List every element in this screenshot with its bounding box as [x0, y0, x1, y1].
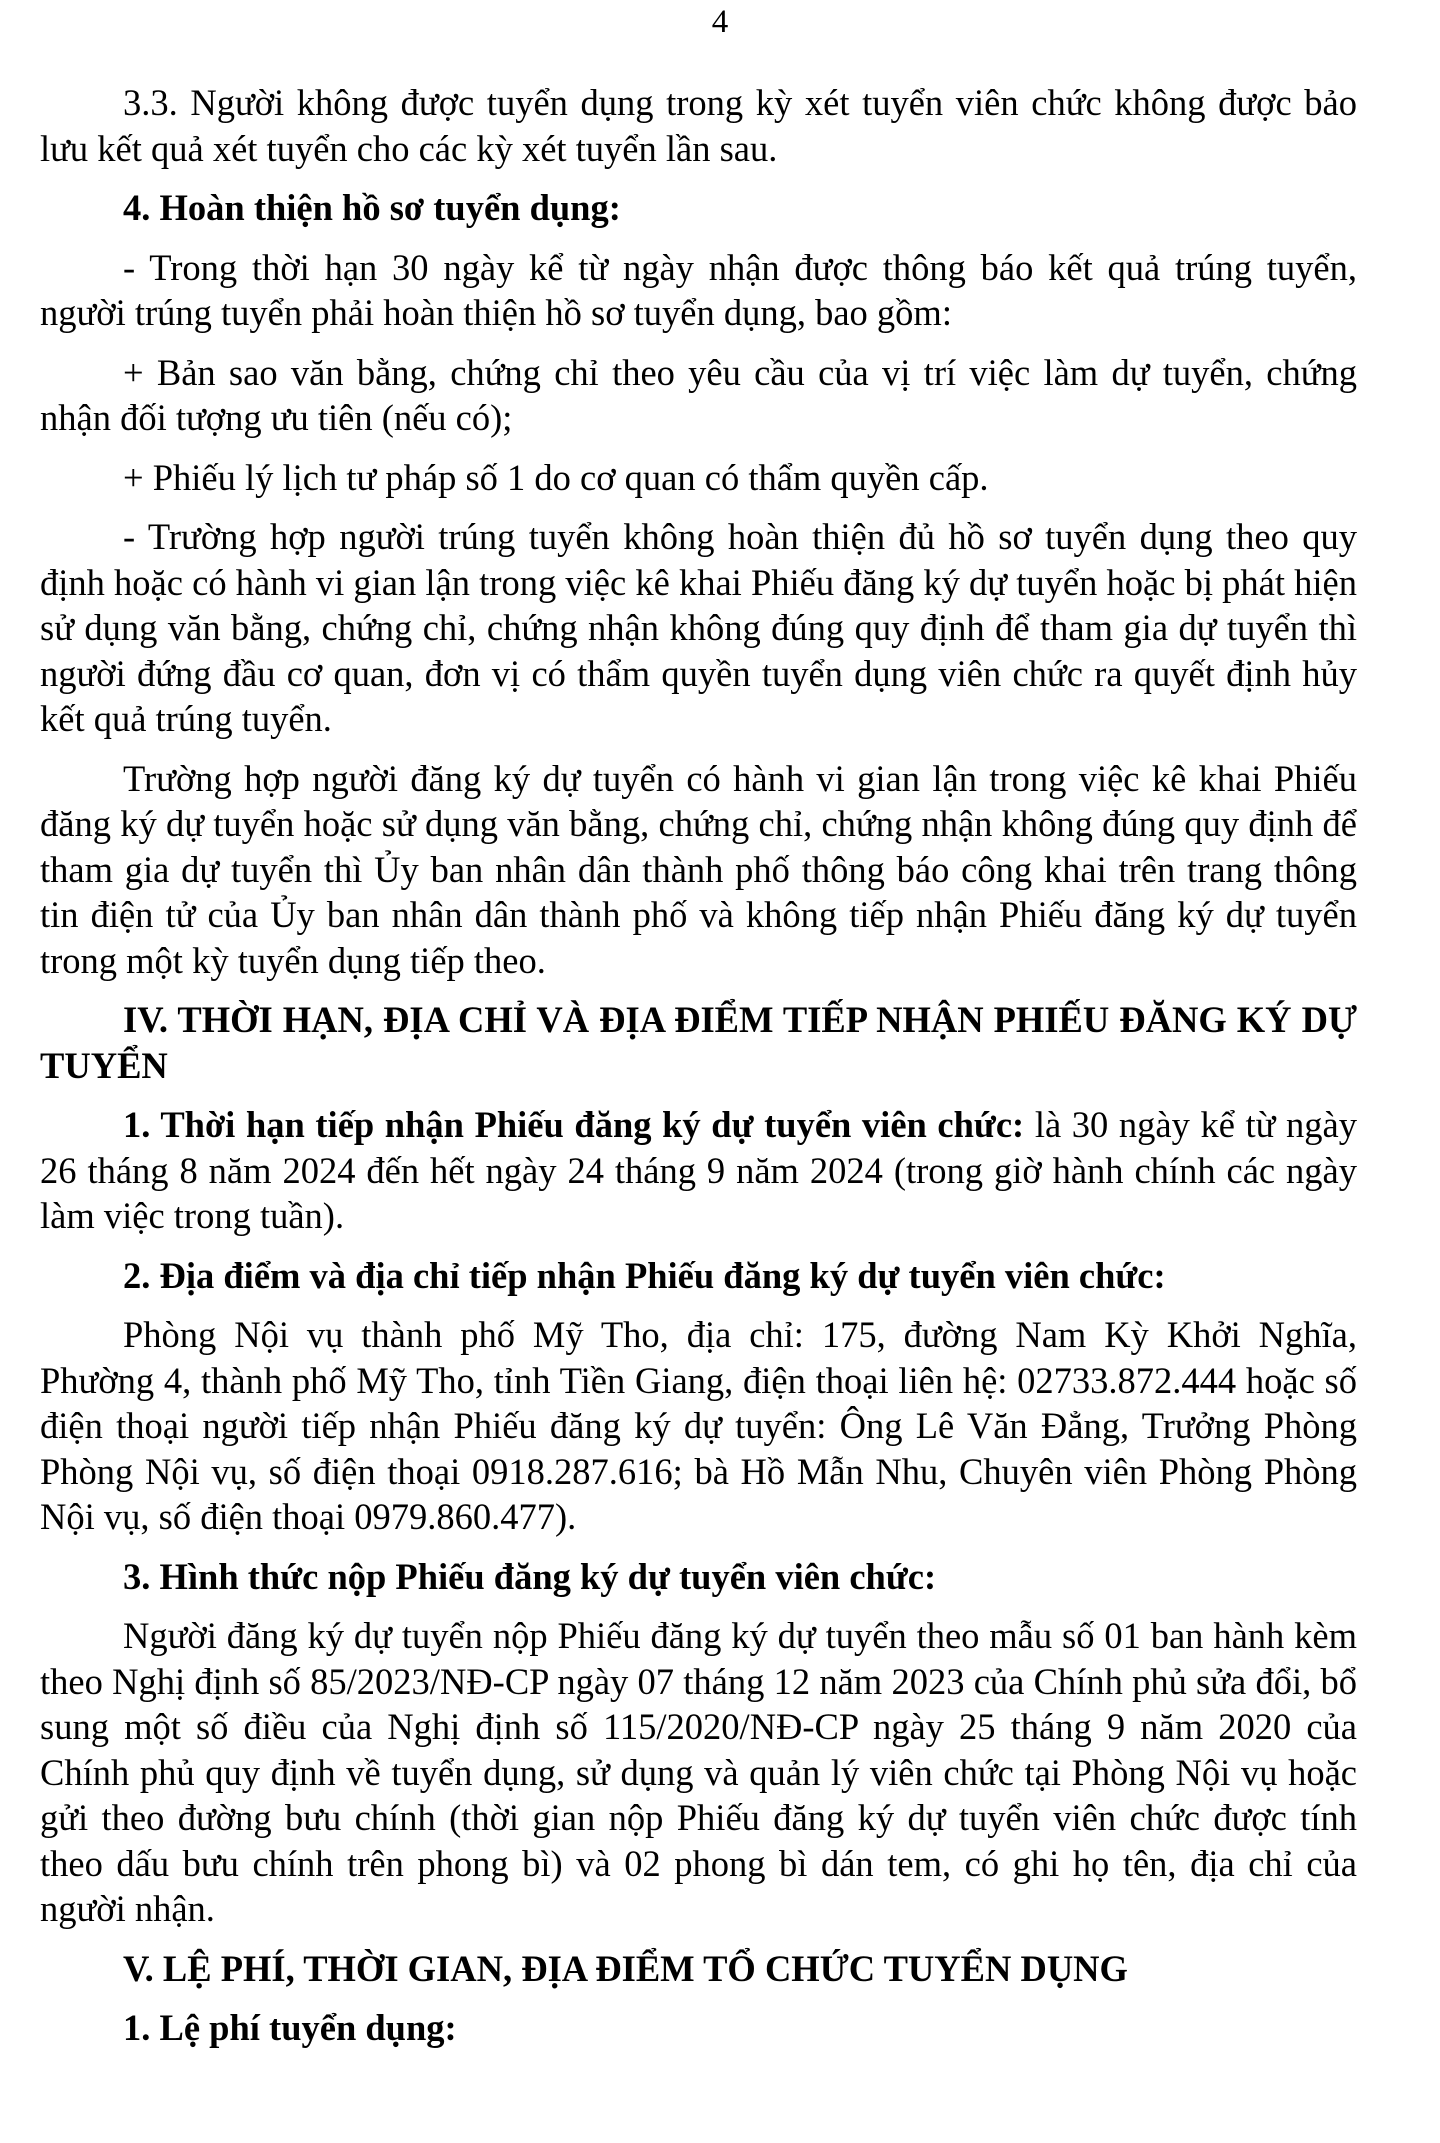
heading-iv-2: 2. Địa điểm và địa chỉ tiếp nhận Phiếu đăng ký dự tuyển viên chức:	[123, 1254, 1166, 1296]
paragraph-iv-1-text: là 30 ngày kể từ ngày 26 tháng 8 năm 2024 đến hết ngày 24 tháng 9 năm 2024 (trong giờ hành chính các ngày làm việc trong tuần).	[40, 1104, 1357, 1236]
paragraph-3-3: 3.3. Người không được tuyển dụng trong kỳ xét tuyển viên chức không được bảo lưu kết quả xét tuyển cho các kỳ xét tuyển lần sau.	[40, 82, 1357, 169]
paragraph-iv-3: Người đăng ký dự tuyển nộp Phiếu đăng ký dự tuyển theo mẫu số 01 ban hành kèm theo Nghị định số 85/2023/NĐ-CP ngày 07 tháng 12 năm 2023 của Chính phủ sửa đổi, bổ sung một số điều của Nghị định số 115/2020/NĐ-CP ngày 25 tháng 9 năm 2020 của Chính phủ quy định về tuyển dụng, sử dụng và quản lý viên chức tại Phòng Nội vụ hoặc gửi theo đường bưu chính (thời gian nộp Phiếu đăng ký dự tuyển viên chức được tính theo dấu bưu chính trên phong bì) và 02 phong bì dán tem, có ghi họ tên, địa chỉ của người nhận.	[40, 1615, 1357, 1929]
heading-iv: IV. THỜI HẠN, ĐỊA CHỈ VÀ ĐỊA ĐIỂM TIẾP NHẬN PHIẾU ĐĂNG KÝ DỰ TUYỂN	[40, 999, 1357, 1086]
paragraph-4-deadline: - Trong thời hạn 30 ngày kể từ ngày nhận được thông báo kết quả trúng tuyển, người trúng tuyển phải hoàn thiện hồ sơ tuyển dụng, bao gồm:	[40, 246, 1357, 333]
paragraph-iv-1-label: 1. Thời hạn tiếp nhận Phiếu đăng ký dự tuyển viên chức:	[123, 1104, 1025, 1145]
page-number: 4	[711, 4, 729, 40]
document-body	[40, 80, 1357, 2065]
heading-v-1: 1. Lệ phí tuyển dụng:	[123, 2007, 457, 2048]
heading-4: 4. Hoàn thiện hồ sơ tuyển dụng:	[123, 187, 621, 228]
paragraph-4-cancellation: - Trường hợp người trúng tuyển không hoàn thiện đủ hồ sơ tuyển dụng theo quy định hoặc có hành vi gian lận trong việc kê khai Phiếu đăng ký dự tuyển hoặc bị phát hiện sử dụng văn bằng, chứng chỉ, chứng nhận không đúng quy định để tham gia dự tuyển thì người đứng đầu cơ quan, đơn vị có thẩm quyền tuyển dụng viên chức ra quyết định hủy kết quả trúng tuyển.	[40, 516, 1357, 739]
paragraph-iv-1	[40, 1102, 1357, 1239]
heading-iv-3: 3. Hình thức nộp Phiếu đăng ký dự tuyển viên chức:	[123, 1555, 937, 1597]
paragraph-iv-2: Phòng Nội vụ thành phố Mỹ Tho, địa chỉ: 175, đường Nam Kỳ Khởi Nghĩa, Phường 4, thành phố Mỹ Tho, tỉnh Tiền Giang, điện thoại liên hệ: 02733.872.444 hoặc số điện thoại người tiếp nhận Phiếu đăng ký dự tuyển: Ông Lê Văn Đẳng, Trưởng Phòng Phòng Nội vụ, số điện thoại 0918.287.616; bà Hồ Mẫn Nhu, Chuyên viên Phòng Phòng Nội vụ, số điện thoại 0979.860.477).	[40, 1314, 1357, 1537]
paragraph-4-fraud: Trường hợp người đăng ký dự tuyển có hành vi gian lận trong việc kê khai Phiếu đăng ký dự tuyển hoặc sử dụng văn bằng, chứng chỉ, chứng nhận không đúng quy định để tham gia dự tuyển thì Ủy ban nhân dân thành phố thông báo công khai trên trang thông tin điện tử của Ủy ban nhân dân thành phố và không tiếp nhận Phiếu đăng ký dự tuyển trong một kỳ tuyển dụng tiếp theo.	[40, 757, 1357, 981]
paragraph-4-copies: + Bản sao văn bằng, chứng chỉ theo yêu cầu của vị trí việc làm dự tuyển, chứng nhận đối tượng ưu tiên (nếu có);	[40, 351, 1357, 438]
paragraph-4-judicial-record: + Phiếu lý lịch tư pháp số 1 do cơ quan có thẩm quyền cấp.	[123, 456, 989, 498]
heading-v: V. LỆ PHÍ, THỜI GIAN, ĐỊA ĐIỂM TỔ CHỨC TUYỂN DỤNG	[123, 1947, 1128, 1989]
